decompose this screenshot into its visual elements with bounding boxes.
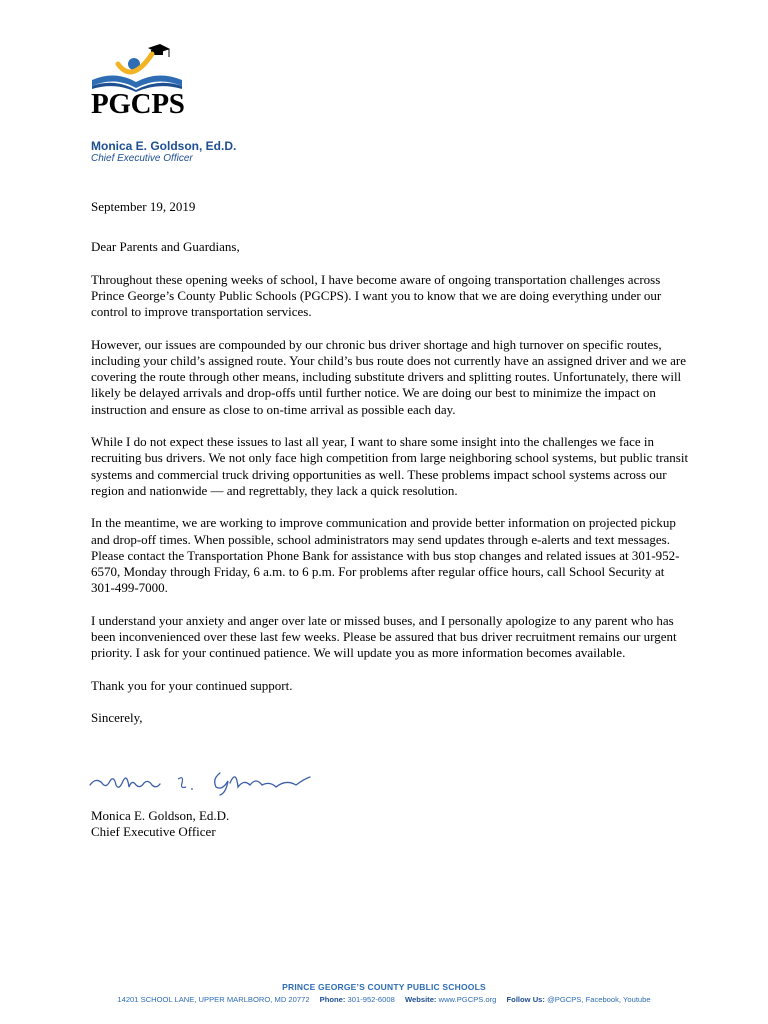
signature-image xyxy=(86,765,316,799)
paragraph-4: In the meantime, we are working to improve communication and provide better information on projected pickup and drop-off times. When possible, school administrators may send updates through e-alerts and text messages. Please contact the Transportation Phone Bank for assistance with bus stop changes and related issues at 301-952-6570, Monday through Friday, 6 a.m. to 6 p.m. For problems after regular office hours, call School Security at 301-499-7000. xyxy=(91,515,680,596)
footer-phone: 301-952-6008 xyxy=(347,995,395,1004)
letter-date: September 19, 2019 xyxy=(91,199,196,214)
letter-body xyxy=(91,199,691,735)
signature-block xyxy=(91,808,229,840)
closing: Sincerely, xyxy=(91,710,143,726)
executive-name: Monica E. Goldson, Ed.D. xyxy=(91,139,237,153)
footer-website-label: Website: xyxy=(404,995,437,1004)
footer-address: 14201 SCHOOL LANE, UPPER MARLBORO, MD 20772 xyxy=(117,995,310,1004)
footer-contact xyxy=(0,995,768,1004)
footer-website-link[interactable]: www.PGCPS.org xyxy=(438,995,497,1004)
paragraph-2: However, our issues are compounded by our chronic bus driver shortage and high turnover on specific routes, including your child’s assigned route. Your child’s bus route does not currently have an assigned driver and we are covering the route through other means, including substitute drivers and splitting routes. Unfortunately, there will likely be delayed arrivals and drop-offs until further notice. We are doing our best to minimize the impact on instruction and ensure as close to on-time arrival as possible each day. xyxy=(91,336,686,417)
logo-wordmark: PGCPS xyxy=(91,88,185,120)
paragraph-3: While I do not expect these issues to last all year, I want to share some insight into the challenges we face in recruiting bus drivers. We not only face high competition from large neighboring school systems, but public transit systems and commercial truck driving opportunities as well. These problems impact school systems across our region and nationwide — and regrettably, they lack a quick resolution. xyxy=(91,434,689,498)
executive-title: Chief Executive Officer xyxy=(91,153,193,164)
paragraph-1: Throughout these opening weeks of school, I have become aware of ongoing transportation challenges across Prince George’s County Public Schools (PGCPS). I want you to know that we are doing everything under our control to improve transportation services. xyxy=(91,271,662,320)
signer-title: Chief Executive Officer xyxy=(91,824,216,840)
signer-name: Monica E. Goldson, Ed.D. xyxy=(91,808,230,823)
salutation: Dear Parents and Guardians, xyxy=(91,239,240,255)
paragraph-6: Thank you for your continued support. xyxy=(91,677,293,693)
footer-phone-label: Phone: xyxy=(319,995,346,1004)
paragraph-5: I understand your anxiety and anger over late or missed buses, and I personally apologize to any parent who has been inconvenienced over these last few weeks. Please be assured that bus driver recruitment remains our urgent priority. I ask for your continued patience. We will update you as more information becomes available. xyxy=(91,612,677,661)
footer-organization: PRINCE GEORGE’S COUNTY PUBLIC SCHOOLS xyxy=(282,982,486,992)
footer-follow: @PGCPS, Facebook, Youtube xyxy=(547,995,651,1004)
footer-follow-label: Follow Us: xyxy=(506,995,545,1004)
